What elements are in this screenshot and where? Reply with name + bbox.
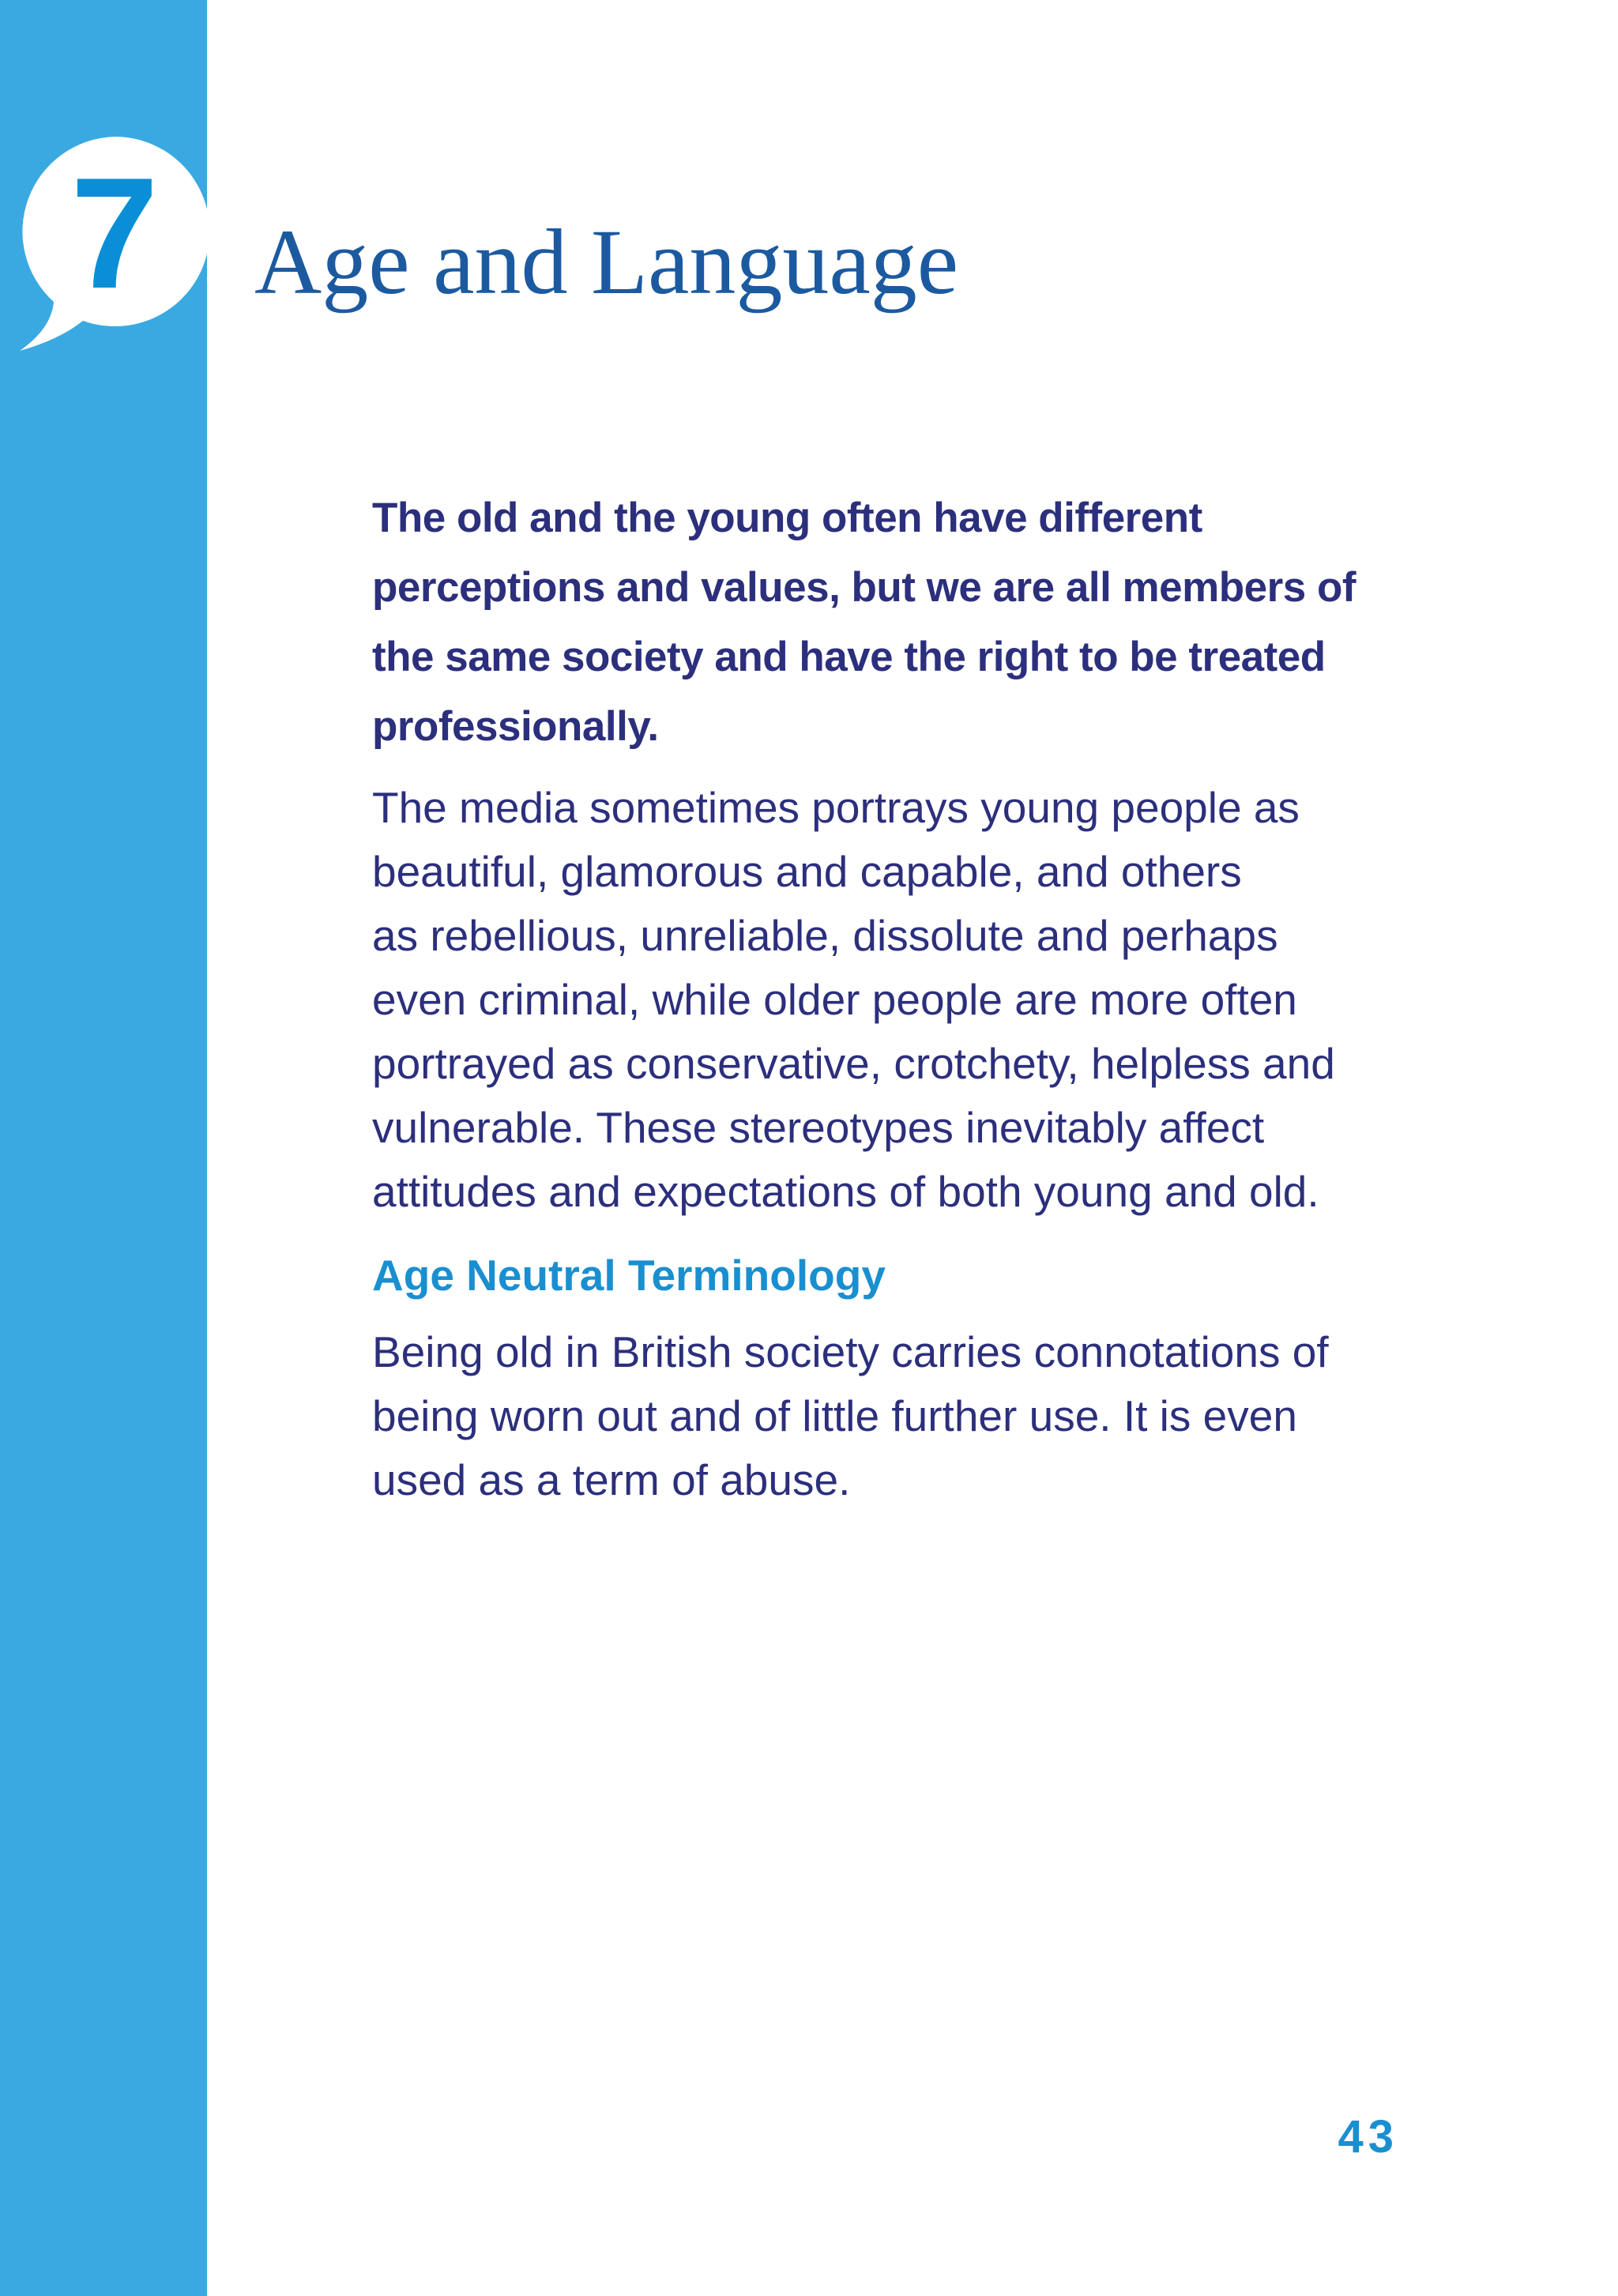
section-line: being worn out and of little further use. It is even — [372, 1391, 1297, 1440]
main-content — [372, 484, 1494, 1512]
body-line: as rebellious, unreliable, dissolute and perhaps — [372, 911, 1278, 960]
chapter-number: 7 — [70, 145, 159, 322]
intro-line: perceptions and values, but we are all members of — [372, 564, 1356, 611]
body-line: portrayed as conservative, crotchety, helpless and — [372, 1039, 1335, 1088]
intro-line: The old and the young often have different — [372, 495, 1202, 541]
body-line: attitudes and expectations of both young and old. — [372, 1167, 1319, 1216]
section-line: Being old in British society carries connotations of — [372, 1327, 1329, 1376]
intro-line: professionally. — [372, 703, 659, 750]
chapter-badge — [16, 133, 213, 362]
intro-line: the same society and have the right to be treated — [372, 634, 1326, 680]
body-line: even criminal, while older people are more often — [372, 975, 1297, 1024]
page-title: Age and Language — [254, 210, 959, 314]
intro-paragraph — [372, 484, 1494, 762]
body-paragraph — [372, 776, 1494, 1224]
section-paragraph — [372, 1320, 1494, 1512]
section-heading: Age Neutral Terminology — [372, 1251, 886, 1300]
body-line: vulnerable. These stereotypes inevitably affect — [372, 1103, 1265, 1152]
body-line: The media sometimes portrays young people as — [372, 783, 1300, 832]
page-number: 43 — [1338, 2111, 1398, 2162]
body-line: beautiful, glamorous and capable, and others — [372, 847, 1242, 896]
section-line: used as a term of abuse. — [372, 1455, 851, 1504]
